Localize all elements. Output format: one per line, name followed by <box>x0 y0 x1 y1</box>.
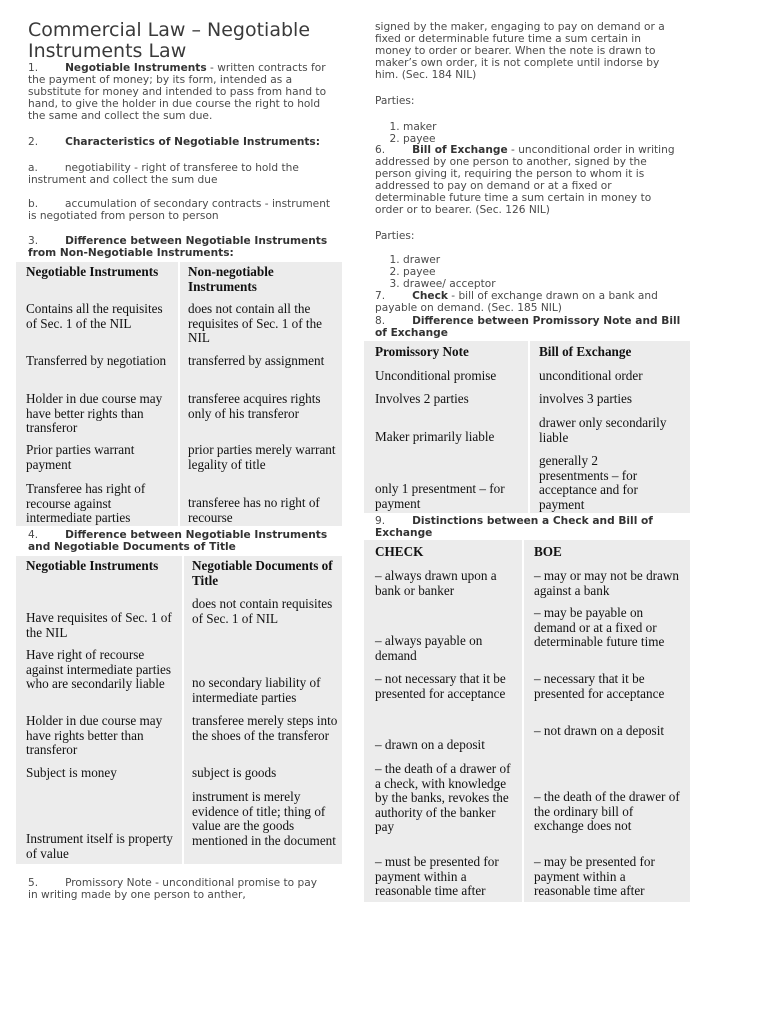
definition: - written contracts for the payment of money; by its form, intended as a substitute for money and intended to pass from hand to hand, to give the holder in due course the right to hold the same and collect the sum due. <box>28 62 327 122</box>
table-cell: involves 3 parties <box>539 391 633 406</box>
characteristic-a <box>28 162 340 186</box>
item-letter: b. <box>28 198 39 210</box>
column-header: Negotiable Instruments <box>26 558 159 573</box>
table-cell: Transferred by negotiation <box>26 353 167 368</box>
column-header: Promissory Note <box>375 344 469 359</box>
column-header: Bill of Exchange <box>539 344 632 359</box>
table-cell: transferee merely steps into the shoes of the transferor <box>192 713 338 743</box>
section-number: 2. <box>28 136 39 148</box>
table-cell: – drawn on a deposit <box>375 737 485 752</box>
list-item: 1. maker <box>403 121 675 133</box>
table-cell: Prior parties warrant payment <box>26 442 135 472</box>
table-cell: Unconditional promise <box>375 368 497 383</box>
section-number: 1. <box>28 62 39 74</box>
table-cell: instrument is merely evidence of title; thing of value are the goods mentioned in the document <box>192 789 336 848</box>
table-cell: transferee acquires rights only of his transferor <box>188 391 321 421</box>
table-cell: Subject is money <box>26 765 117 780</box>
table-cell: no secondary liability of intermediate parties <box>192 675 321 705</box>
item-letter: a. <box>28 162 38 174</box>
table-check-vs-boe <box>364 540 690 902</box>
table-cell: – must be presented for payment within a reasonable time after <box>375 854 499 898</box>
section-number: 4. <box>28 529 39 541</box>
section-number: 8. <box>375 315 386 327</box>
section-heading: Difference between Promissory Note and Bill of Exchange <box>375 315 681 339</box>
table-cell: Have requisites of Sec. 1 of the NIL <box>26 610 172 640</box>
table-cell: Instrument itself is property of value <box>26 831 173 861</box>
table-cell: Involves 2 parties <box>375 391 469 406</box>
table-cell: – always drawn upon a bank or banker <box>375 568 497 598</box>
term: Negotiable Instruments <box>65 62 207 74</box>
table-cell: – may be presented for payment within a reasonable time after <box>534 854 655 898</box>
table-cell: transferred by assignment <box>188 353 325 368</box>
section-number: 6. <box>375 144 386 156</box>
section-number: 7. <box>375 290 386 302</box>
table-cell: – necessary that it be presented for acceptance <box>534 671 665 701</box>
column-header: CHECK <box>375 544 424 559</box>
section-number: 3. <box>28 235 39 247</box>
characteristic-b <box>28 198 340 222</box>
list-item: 2. payee <box>403 266 675 278</box>
table-cell: subject is goods <box>192 765 277 780</box>
table-cell: prior parties merely warrant legality of title <box>188 442 336 472</box>
table-cell: does not contain all the requisites of Sec. 1 of the NIL <box>188 301 323 345</box>
table-cell: – the death of a drawer of a check, with knowledge by the banks, revokes the authority of the banker pay <box>375 761 511 834</box>
table-cell: unconditional order <box>539 368 643 383</box>
column-header: Non-negotiable Instruments <box>188 264 274 294</box>
item-text: accumulation of secondary contracts - instrument is negotiated from person to person <box>28 198 331 222</box>
section-2-heading <box>28 136 340 148</box>
table-cell: Contains all the requisites of Sec. 1 of the NIL <box>26 301 163 331</box>
table-cell: – may or may not be drawn against a bank <box>534 568 680 598</box>
table-cell: – not necessary that it be presented for acceptance <box>375 671 506 701</box>
section-number: 9. <box>375 515 386 527</box>
section-heading: Difference between Negotiable Instruments from Non-Negotiable Instruments: <box>28 235 328 259</box>
page-title: Commercial Law – Negotiable Instruments Law <box>28 19 311 62</box>
table-cell: transferee has no right of recourse <box>188 495 320 525</box>
section-3-heading <box>28 235 328 259</box>
parties-label: Parties: <box>375 95 415 107</box>
term: Promissory Note <box>65 877 152 889</box>
term: Bill of Exchange <box>412 144 508 156</box>
parties-maker-payee <box>375 95 675 145</box>
column-header: Negotiable Documents of Title <box>192 558 333 588</box>
table-cell: Holder in due course may have better rights than transferor <box>26 391 163 435</box>
section-number: 5. <box>28 877 39 889</box>
table-cell: Have right of recourse against intermediate parties who are secondarily liable <box>26 647 172 691</box>
section-1 <box>28 62 340 122</box>
table-cell: Holder in due course may have rights better than transferor <box>26 713 163 757</box>
section-5 <box>28 877 328 901</box>
table-cell: – not drawn on a deposit <box>534 723 665 738</box>
parties-label: Parties: <box>375 230 415 242</box>
table-cell: Maker primarily liable <box>375 429 495 444</box>
column-header: BOE <box>534 544 562 559</box>
table-cell: – may be payable on demand or at a fixed or determinable future time <box>534 605 665 649</box>
table-promissory-note-vs-bill-of-exchange <box>364 341 690 513</box>
section-heading: Distinctions between a Check and Bill of Exchange <box>375 515 653 539</box>
table-cell: – always payable on demand <box>375 633 483 663</box>
section-8-heading <box>375 315 685 339</box>
table-instruments-vs-documents-of-title <box>16 556 342 864</box>
table-cell: Transferee has right of recourse against intermediate parties <box>26 481 146 525</box>
parties-drawer-payee-drawee <box>375 230 675 290</box>
table-cell: only 1 presentment – for payment <box>375 481 505 511</box>
item-text: negotiability - right of transferee to hold the instrument and collect the sum due <box>28 162 299 186</box>
list-item: 2. payee <box>403 133 675 145</box>
definition: - unconditional order in writing addressed by one person to another, signed by the person giving it, requiring the person to whom it is addressed to pay on demand or at a fixed or determinable future time a sum certain in money to order or to bearer. (Sec. 126 NIL) <box>375 144 675 216</box>
section-4-heading <box>28 529 328 553</box>
table-negotiable-vs-non-negotiable <box>16 262 342 526</box>
term: Check <box>412 290 448 302</box>
table-cell: generally 2 presentments – for acceptance and for payment <box>539 453 638 512</box>
list-item: 3. drawee/ acceptor <box>403 278 675 290</box>
table-cell: drawer only secondarily liable <box>539 415 667 445</box>
section-heading: Difference between Negotiable Instruments and Negotiable Documents of Title <box>28 529 328 553</box>
section-heading: Characteristics of Negotiable Instruments: <box>65 136 320 148</box>
list-item: 1. drawer <box>403 254 675 266</box>
section-6 <box>375 144 681 216</box>
definition: - unconditional promise to pay in writing made by one person to anther, <box>28 877 317 901</box>
table-cell: does not contain requisites of Sec. 1 of NIL <box>192 596 333 626</box>
definition: - bill of exchange drawn on a bank and payable on demand. (Sec. 185 NIL) <box>375 290 658 314</box>
section-9-heading <box>375 515 685 539</box>
section-5-continued: signed by the maker, engaging to pay on demand or a fixed or determinable future time a sum certain in money to order or bearer. When the note is drawn to maker’s own order, it is not complete until indorse by him. (Sec. 184 NIL) <box>375 21 665 81</box>
section-7 <box>375 290 675 314</box>
column-header: Negotiable Instruments <box>26 264 159 279</box>
table-cell: – the death of the drawer of the ordinary bill of exchange does not <box>534 789 680 833</box>
